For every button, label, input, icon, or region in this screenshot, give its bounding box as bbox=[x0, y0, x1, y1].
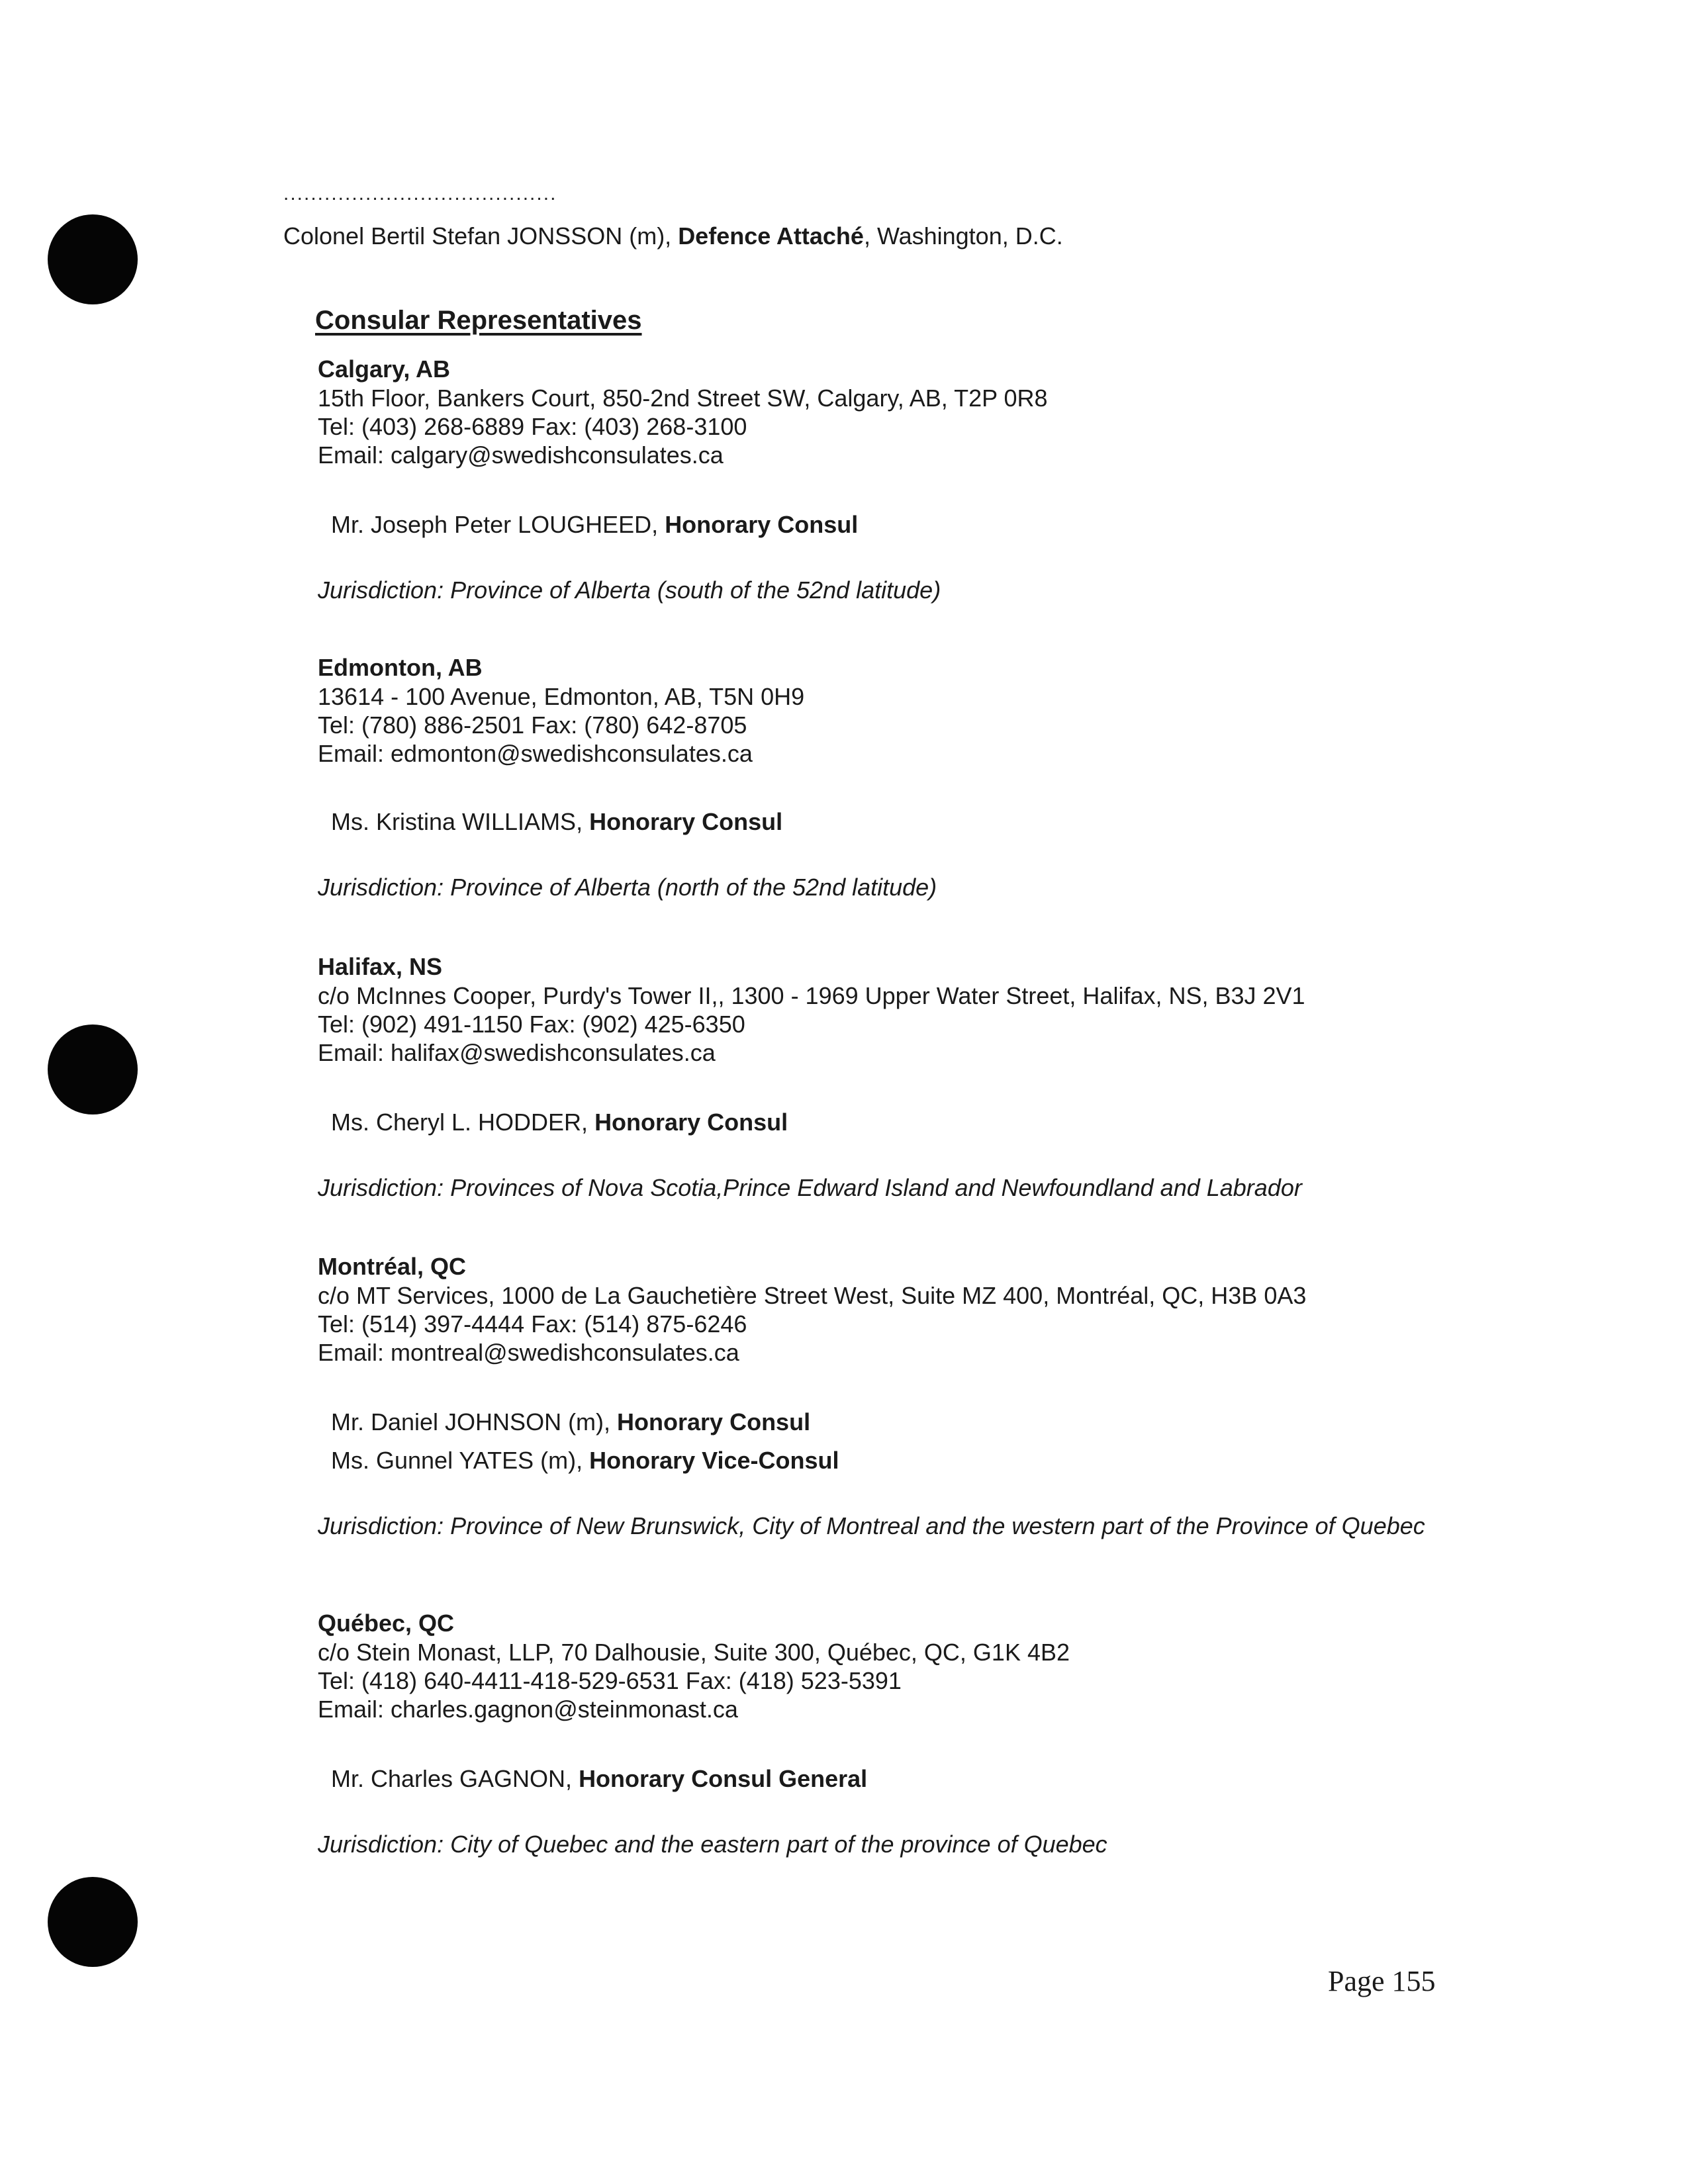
consul-entry bbox=[331, 1109, 788, 1136]
office-jurisdiction: Jurisdiction: City of Quebec and the eastern part of the province of Quebec bbox=[318, 1831, 1107, 1858]
dotted-separator: ........................................ bbox=[283, 183, 557, 205]
office-montreal bbox=[318, 1252, 1456, 1539]
consul-name: Mr. Joseph Peter LOUGHEED, bbox=[331, 511, 665, 538]
office-jurisdiction: Jurisdiction: Province of Alberta (south of the 52nd latitude) bbox=[318, 576, 941, 604]
office-quebec bbox=[318, 1609, 1456, 1858]
punch-hole bbox=[48, 1024, 138, 1115]
office-jurisdiction: Jurisdiction: Provinces of Nova Scotia,Prince Edward Island and Newfoundland and Labrador bbox=[318, 1174, 1302, 1201]
consul-title: Honorary Consul bbox=[665, 511, 859, 538]
office-persons bbox=[318, 511, 858, 539]
consul-entry bbox=[331, 511, 858, 539]
office-city: Halifax, NS bbox=[318, 953, 443, 980]
office-city: Québec, QC bbox=[318, 1610, 455, 1637]
office-persons bbox=[318, 1765, 867, 1793]
consul-title: Honorary Consul bbox=[589, 808, 783, 835]
office-halifax bbox=[318, 952, 1456, 1201]
consul-name: Mr. Charles GAGNON, bbox=[331, 1765, 579, 1792]
office-phone: Tel: (514) 397-4444 Fax: (514) 875-6246 bbox=[318, 1310, 747, 1338]
office-email: Email: calgary@swedishconsulates.ca bbox=[318, 441, 724, 469]
office-email: Email: charles.gagnon@steinmonast.ca bbox=[318, 1696, 738, 1723]
office-email: Email: edmonton@swedishconsulates.ca bbox=[318, 740, 753, 767]
office-persons bbox=[318, 1408, 839, 1475]
office-persons bbox=[318, 1109, 788, 1136]
office-phone: Tel: (403) 268-6889 Fax: (403) 268-3100 bbox=[318, 413, 747, 440]
consul-name: Mr. Daniel JOHNSON (m), bbox=[331, 1408, 618, 1435]
office-edmonton bbox=[318, 653, 1456, 901]
attache-name: Colonel Bertil Stefan JONSSON (m), bbox=[283, 222, 679, 250]
office-phone: Tel: (780) 886-2501 Fax: (780) 642-8705 bbox=[318, 711, 747, 739]
office-jurisdiction: Jurisdiction: Province of Alberta (north of the 52nd latitude) bbox=[318, 874, 937, 901]
office-address: c/o Stein Monast, LLP, 70 Dalhousie, Suite 300, Québec, QC, G1K 4B2 bbox=[318, 1639, 1070, 1666]
office-phone: Tel: (902) 491-1150 Fax: (902) 425-6350 bbox=[318, 1011, 745, 1038]
defence-attache-line bbox=[283, 222, 1063, 250]
consul-title: Honorary Consul bbox=[594, 1109, 788, 1136]
vice-consul-entry bbox=[331, 1447, 839, 1475]
office-email: Email: montreal@swedishconsulates.ca bbox=[318, 1339, 739, 1366]
office-city: Calgary, AB bbox=[318, 355, 451, 383]
office-email: Email: halifax@swedishconsulates.ca bbox=[318, 1039, 716, 1066]
consul-title: Honorary Consul General bbox=[579, 1765, 868, 1792]
consul-title: Honorary Consul bbox=[617, 1408, 811, 1435]
office-city: Montréal, QC bbox=[318, 1253, 467, 1280]
office-address: c/o McInnes Cooper, Purdy's Tower II,, 1300 - 1969 Upper Water Street, Halifax, NS, B3J 2V1 bbox=[318, 982, 1305, 1009]
office-phone: Tel: (418) 640-4411-418-529-6531 Fax: (418) 523-5391 bbox=[318, 1667, 902, 1694]
office-jurisdiction: Jurisdiction: Province of New Brunswick, City of Montreal and the western part of the Province of Quebec bbox=[318, 1512, 1425, 1539]
consul-entry bbox=[331, 808, 782, 836]
section-title: Consular Representatives bbox=[315, 306, 642, 335]
punch-hole bbox=[48, 214, 138, 304]
attache-location: , Washington, D.C. bbox=[863, 222, 1063, 250]
office-address: 13614 - 100 Avenue, Edmonton, AB, T5N 0H9 bbox=[318, 683, 805, 710]
consul-title: Honorary Vice-Consul bbox=[589, 1447, 839, 1474]
consul-entry bbox=[331, 1408, 839, 1436]
office-persons bbox=[318, 808, 782, 836]
office-city: Edmonton, AB bbox=[318, 654, 483, 681]
consul-name: Ms. Kristina WILLIAMS, bbox=[331, 808, 590, 835]
office-address: c/o MT Services, 1000 de La Gauchetière Street West, Suite MZ 400, Montréal, QC, H3B 0A3 bbox=[318, 1282, 1307, 1309]
office-address: 15th Floor, Bankers Court, 850-2nd Street SW, Calgary, AB, T2P 0R8 bbox=[318, 385, 1048, 412]
consul-name: Ms. Gunnel YATES (m), bbox=[331, 1447, 590, 1474]
consul-entry bbox=[331, 1765, 867, 1793]
office-calgary bbox=[318, 355, 1456, 604]
punch-hole bbox=[48, 1877, 138, 1967]
page-number: Page 155 bbox=[1328, 1965, 1436, 1997]
consul-name: Ms. Cheryl L. HODDER, bbox=[331, 1109, 595, 1136]
attache-title: Defence Attaché bbox=[678, 222, 864, 250]
